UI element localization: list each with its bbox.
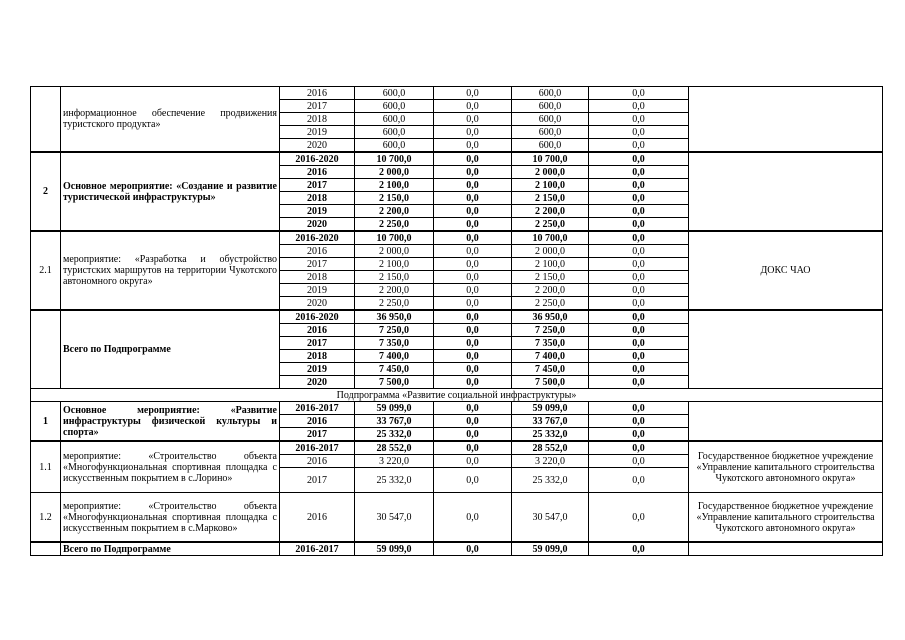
other-cell: 0,0 — [589, 324, 689, 337]
other-cell: 0,0 — [589, 441, 689, 455]
federal-cell: 0,0 — [434, 468, 512, 493]
federal-cell: 0,0 — [434, 415, 512, 428]
regional-cell: 2 200,0 — [512, 284, 589, 297]
regional-cell: 36 950,0 — [512, 310, 589, 324]
other-cell: 0,0 — [589, 126, 689, 139]
total-cell: 2 200,0 — [355, 284, 434, 297]
regional-cell: 2 200,0 — [512, 205, 589, 218]
year-cell: 2017 — [280, 258, 355, 271]
total-label: Всего по Подпрограмме — [61, 542, 280, 556]
executor-cell — [689, 402, 883, 442]
regional-cell: 25 332,0 — [512, 428, 589, 442]
total-cell: 600,0 — [355, 139, 434, 153]
federal-cell: 0,0 — [434, 87, 512, 100]
other-cell: 0,0 — [589, 428, 689, 442]
federal-cell: 0,0 — [434, 324, 512, 337]
year-cell: 2016-2020 — [280, 231, 355, 245]
year-cell: 2016 — [280, 415, 355, 428]
total-cell: 2 100,0 — [355, 179, 434, 192]
executor-cell: Государственное бюджетное учреждение «Управление капитального строительства Чукотского автономного округа» — [689, 493, 883, 543]
year-cell: 2019 — [280, 205, 355, 218]
year-cell: 2017 — [280, 100, 355, 113]
regional-cell: 600,0 — [512, 100, 589, 113]
activity-name: информационное обеспечение продвижения туристского продукта» — [61, 87, 280, 153]
total-cell: 7 450,0 — [355, 363, 434, 376]
other-cell: 0,0 — [589, 363, 689, 376]
executor-cell: ДОКС ЧАО — [689, 231, 883, 310]
year-cell: 2017 — [280, 179, 355, 192]
row-number — [31, 310, 61, 389]
other-cell: 0,0 — [589, 152, 689, 166]
year-cell: 2016-2017 — [280, 441, 355, 455]
row-number: 1 — [31, 402, 61, 442]
year-cell: 2016-2020 — [280, 152, 355, 166]
regional-cell: 7 450,0 — [512, 363, 589, 376]
regional-cell: 2 100,0 — [512, 258, 589, 271]
regional-cell: 10 700,0 — [512, 231, 589, 245]
federal-cell: 0,0 — [434, 113, 512, 126]
total-label: Всего по Подпрограмме — [61, 310, 280, 389]
table-row — [31, 542, 883, 556]
year-cell: 2017 — [280, 337, 355, 350]
year-cell: 2016 — [280, 493, 355, 543]
regional-cell: 2 000,0 — [512, 166, 589, 179]
table-row — [31, 389, 883, 402]
year-cell: 2018 — [280, 350, 355, 363]
regional-cell: 59 099,0 — [512, 542, 589, 556]
row-number — [31, 542, 61, 556]
total-cell: 2 250,0 — [355, 297, 434, 311]
federal-cell: 0,0 — [434, 258, 512, 271]
executor-cell — [689, 542, 883, 556]
federal-cell: 0,0 — [434, 245, 512, 258]
year-cell: 2016-2017 — [280, 542, 355, 556]
table-row — [31, 441, 883, 455]
year-cell: 2019 — [280, 363, 355, 376]
federal-cell: 0,0 — [434, 376, 512, 389]
federal-cell: 0,0 — [434, 166, 512, 179]
activity-name: мероприятие: «Строительство объекта «Многофункциональная спортивная площадка с искусственным покрытием в с.Марково» — [61, 493, 280, 543]
total-cell: 59 099,0 — [355, 542, 434, 556]
total-cell: 600,0 — [355, 126, 434, 139]
federal-cell: 0,0 — [434, 284, 512, 297]
total-cell: 2 100,0 — [355, 258, 434, 271]
table-row — [31, 152, 883, 166]
total-cell: 7 250,0 — [355, 324, 434, 337]
row-number: 2 — [31, 152, 61, 231]
executor-cell — [689, 87, 883, 153]
regional-cell: 2 250,0 — [512, 218, 589, 232]
year-cell: 2016-2017 — [280, 402, 355, 415]
year-cell: 2020 — [280, 139, 355, 153]
federal-cell: 0,0 — [434, 493, 512, 543]
federal-cell: 0,0 — [434, 218, 512, 232]
executor-cell — [689, 152, 883, 231]
year-cell: 2016 — [280, 87, 355, 100]
federal-cell: 0,0 — [434, 441, 512, 455]
regional-cell: 7 400,0 — [512, 350, 589, 363]
federal-cell: 0,0 — [434, 126, 512, 139]
activity-name: Основное мероприятие: «Развитие инфраструктуры физической культуры и спорта» — [61, 402, 280, 442]
regional-cell: 600,0 — [512, 113, 589, 126]
other-cell: 0,0 — [589, 179, 689, 192]
total-cell: 10 700,0 — [355, 231, 434, 245]
table-row — [31, 231, 883, 245]
total-cell: 2 150,0 — [355, 192, 434, 205]
other-cell: 0,0 — [589, 166, 689, 179]
total-cell: 36 950,0 — [355, 310, 434, 324]
regional-cell: 600,0 — [512, 139, 589, 153]
total-cell: 7 500,0 — [355, 376, 434, 389]
table-row — [31, 402, 883, 415]
other-cell: 0,0 — [589, 297, 689, 311]
total-cell: 30 547,0 — [355, 493, 434, 543]
other-cell: 0,0 — [589, 205, 689, 218]
federal-cell: 0,0 — [434, 337, 512, 350]
total-cell: 59 099,0 — [355, 402, 434, 415]
regional-cell: 2 000,0 — [512, 245, 589, 258]
other-cell: 0,0 — [589, 376, 689, 389]
other-cell: 0,0 — [589, 284, 689, 297]
year-cell: 2020 — [280, 218, 355, 232]
other-cell: 0,0 — [589, 493, 689, 543]
year-cell: 2016 — [280, 455, 355, 468]
total-cell: 2 250,0 — [355, 218, 434, 232]
regional-cell: 30 547,0 — [512, 493, 589, 543]
row-number: 2.1 — [31, 231, 61, 310]
other-cell: 0,0 — [589, 271, 689, 284]
year-cell: 2016 — [280, 324, 355, 337]
other-cell: 0,0 — [589, 139, 689, 153]
table-row — [31, 310, 883, 324]
executor-cell: Государственное бюджетное учреждение «Управление капитального строительства Чукотского автономного округа» — [689, 441, 883, 493]
total-cell: 2 000,0 — [355, 245, 434, 258]
federal-cell: 0,0 — [434, 542, 512, 556]
federal-cell: 0,0 — [434, 363, 512, 376]
total-cell: 2 150,0 — [355, 271, 434, 284]
regional-cell: 600,0 — [512, 126, 589, 139]
year-cell: 2017 — [280, 468, 355, 493]
federal-cell: 0,0 — [434, 231, 512, 245]
regional-cell: 7 250,0 — [512, 324, 589, 337]
year-cell: 2019 — [280, 126, 355, 139]
executor-cell — [689, 310, 883, 389]
activity-name: мероприятие: «Строительство объекта «Многофункциональная спортивная площадка с искусственным покрытием в с.Лорино» — [61, 441, 280, 493]
federal-cell: 0,0 — [434, 152, 512, 166]
regional-cell: 2 150,0 — [512, 192, 589, 205]
section-title: Подпрограмма «Развитие социальной инфраструктуры» — [31, 389, 883, 402]
total-cell: 600,0 — [355, 100, 434, 113]
budget-table — [30, 86, 883, 556]
other-cell: 0,0 — [589, 192, 689, 205]
federal-cell: 0,0 — [434, 271, 512, 284]
regional-cell: 2 250,0 — [512, 297, 589, 311]
year-cell: 2019 — [280, 284, 355, 297]
other-cell: 0,0 — [589, 468, 689, 493]
other-cell: 0,0 — [589, 542, 689, 556]
total-cell: 600,0 — [355, 113, 434, 126]
other-cell: 0,0 — [589, 245, 689, 258]
regional-cell: 59 099,0 — [512, 402, 589, 415]
other-cell: 0,0 — [589, 231, 689, 245]
federal-cell: 0,0 — [434, 179, 512, 192]
other-cell: 0,0 — [589, 258, 689, 271]
row-number: 1.1 — [31, 441, 61, 493]
federal-cell: 0,0 — [434, 310, 512, 324]
regional-cell: 7 500,0 — [512, 376, 589, 389]
year-cell: 2018 — [280, 113, 355, 126]
federal-cell: 0,0 — [434, 350, 512, 363]
federal-cell: 0,0 — [434, 402, 512, 415]
regional-cell: 2 100,0 — [512, 179, 589, 192]
regional-cell: 600,0 — [512, 87, 589, 100]
year-cell: 2017 — [280, 428, 355, 442]
federal-cell: 0,0 — [434, 297, 512, 311]
year-cell: 2016-2020 — [280, 310, 355, 324]
other-cell: 0,0 — [589, 350, 689, 363]
total-cell: 25 332,0 — [355, 468, 434, 493]
activity-name: Основное мероприятие: «Создание и развитие туристической инфраструктуры» — [61, 152, 280, 231]
total-cell: 28 552,0 — [355, 441, 434, 455]
total-cell: 10 700,0 — [355, 152, 434, 166]
federal-cell: 0,0 — [434, 428, 512, 442]
table-row — [31, 87, 883, 100]
year-cell: 2016 — [280, 245, 355, 258]
regional-cell: 33 767,0 — [512, 415, 589, 428]
total-cell: 7 350,0 — [355, 337, 434, 350]
other-cell: 0,0 — [589, 337, 689, 350]
year-cell: 2018 — [280, 271, 355, 284]
table-row — [31, 493, 883, 543]
total-cell: 7 400,0 — [355, 350, 434, 363]
federal-cell: 0,0 — [434, 455, 512, 468]
other-cell: 0,0 — [589, 415, 689, 428]
federal-cell: 0,0 — [434, 100, 512, 113]
federal-cell: 0,0 — [434, 205, 512, 218]
table-body — [31, 87, 883, 556]
total-cell: 3 220,0 — [355, 455, 434, 468]
total-cell: 33 767,0 — [355, 415, 434, 428]
federal-cell: 0,0 — [434, 192, 512, 205]
other-cell: 0,0 — [589, 455, 689, 468]
regional-cell: 3 220,0 — [512, 455, 589, 468]
year-cell: 2020 — [280, 297, 355, 311]
row-number — [31, 87, 61, 153]
year-cell: 2016 — [280, 166, 355, 179]
regional-cell: 2 150,0 — [512, 271, 589, 284]
activity-name: мероприятие: «Разработка и обустройство туристских маршрутов на территории Чукотского автономного округа» — [61, 231, 280, 310]
other-cell: 0,0 — [589, 218, 689, 232]
federal-cell: 0,0 — [434, 139, 512, 153]
other-cell: 0,0 — [589, 87, 689, 100]
year-cell: 2020 — [280, 376, 355, 389]
other-cell: 0,0 — [589, 402, 689, 415]
regional-cell: 25 332,0 — [512, 468, 589, 493]
other-cell: 0,0 — [589, 113, 689, 126]
row-number: 1.2 — [31, 493, 61, 543]
year-cell: 2018 — [280, 192, 355, 205]
regional-cell: 10 700,0 — [512, 152, 589, 166]
total-cell: 600,0 — [355, 87, 434, 100]
other-cell: 0,0 — [589, 310, 689, 324]
total-cell: 2 200,0 — [355, 205, 434, 218]
total-cell: 25 332,0 — [355, 428, 434, 442]
regional-cell: 28 552,0 — [512, 441, 589, 455]
total-cell: 2 000,0 — [355, 166, 434, 179]
regional-cell: 7 350,0 — [512, 337, 589, 350]
other-cell: 0,0 — [589, 100, 689, 113]
